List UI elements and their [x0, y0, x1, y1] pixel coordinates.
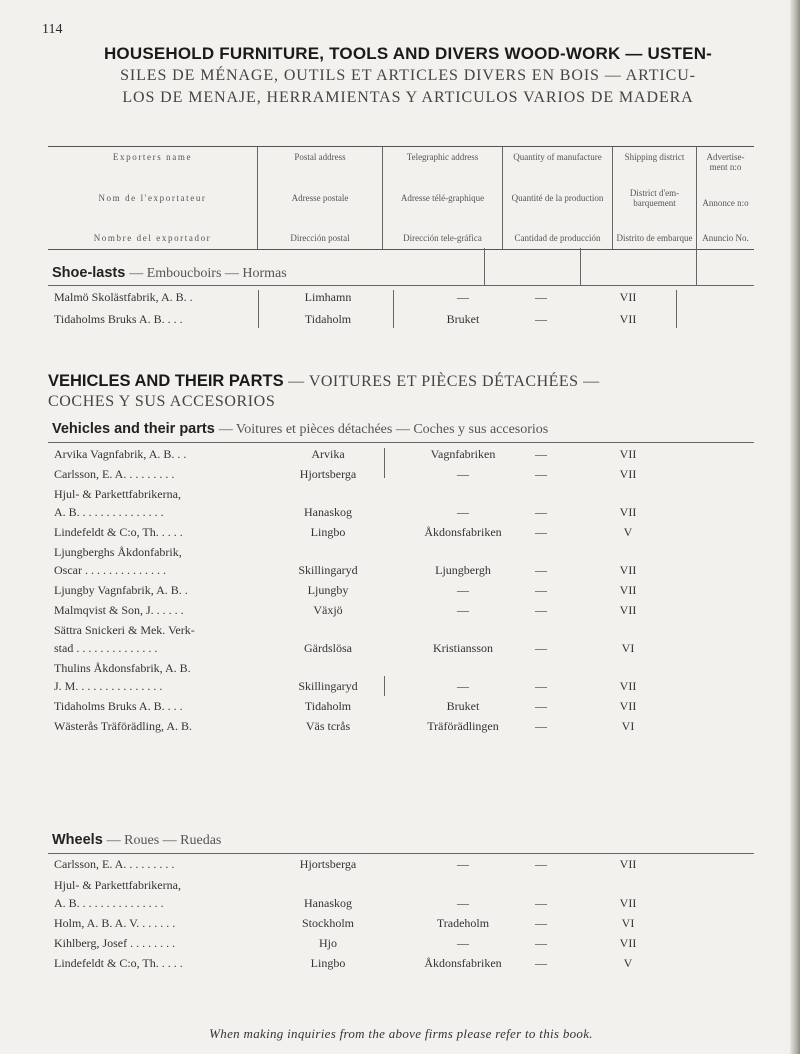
page-title-line-2: SILES DE MÉNAGE, OUTILS ET ARTICLES DIVERS EN BOIS — ARTICU- [120, 67, 696, 84]
table-row: Arvika Vagnfabrik, A. B. . . Arvika Vagnfabriken — VII [54, 447, 637, 461]
table-row: Lindefeldt & C:o, Th. . . . . Lingbo Åkdonsfabriken — V [54, 956, 633, 970]
divider [48, 285, 754, 286]
table-row: Sättra Snickeri & Mek. Verk- stad . . . . . . . . . . . . . . Gärdslösa Kristiansson — VI [54, 623, 635, 655]
header-postal: Postal address Adresse postale Dirección postal [258, 147, 383, 249]
table-row: Carlsson, E. A. . . . . . . . . Hjortsberga — — VII [54, 467, 637, 481]
table-row: Malmö Skolästfabrik, A. B. . Limhamn — — VII [54, 290, 637, 304]
divider [393, 290, 394, 328]
vehicles-title: VEHICLES AND THEIR PARTS — VOITURES ET PIÈCES DÉTACHÉES — [48, 372, 600, 390]
table-row: Hjul- & Parkettfabrikerna, A. B. . . . . . . . . . . . . . . Hanaskog — — VII [54, 487, 637, 519]
table-row: Holm, A. B. A. V. . . . . . . Stockholm Tradeholm — VI [54, 916, 635, 930]
table-row: Tidaholms Bruks A. B. . . . Tidaholm Bruket — VII [54, 312, 637, 326]
header-quantity: Quantity of manufacture Quantité de la production Cantidad de producción [503, 147, 613, 249]
header-advert: Advertise-ment n:o Annonce n:o Anuncio No. [702, 152, 749, 243]
divider [384, 676, 385, 696]
divider [48, 442, 754, 443]
divider [48, 853, 754, 854]
divider [696, 248, 697, 286]
divider [258, 290, 259, 328]
table-row: Hjul- & Parkettfabrikerna, A. B. . . . . . . . . . . . . . . Hanaskog — — VII [54, 878, 637, 910]
page-title-line-3: LOS DE MENAJE, HERRAMIENTAS Y ARTICULOS VARIOS DE MADERA [122, 89, 694, 106]
table-row: Wästerås Träförädling, A. B. Väs tcrås Träförädlingen — VI [54, 719, 635, 733]
table-row: Ljungby Vagnfabrik, A. B. . Ljungby — — VII [54, 583, 637, 597]
divider [676, 290, 677, 328]
table-row: Kihlberg, Josef . . . . . . . . Hjo — — VII [54, 936, 637, 950]
page-title: HOUSEHOLD FURNITURE, TOOLS AND DIVERS WOOD-WORK — USTEN- [103, 44, 713, 63]
page-edge [790, 0, 800, 1054]
column-header [48, 146, 754, 250]
vehicles-title-line-2: COCHES Y SUS ACCESORIOS [48, 393, 276, 410]
section-heading-vehicles: Vehicles and their parts — Voitures et pièces détachées — Coches y sus accesorios [52, 421, 549, 437]
divider [580, 248, 581, 286]
header-shipping: Shipping district District d'em-barquement Distrito de embarque [613, 147, 697, 249]
footer-note: When making inquiries from the above firms please refer to this book. [209, 1026, 593, 1041]
table-row: Thulins Åkdonsfabrik, A. B. J. M. . . . . . . . . . . . . . . Skillingaryd — — VII [54, 661, 637, 693]
divider [484, 248, 485, 286]
divider [384, 448, 385, 478]
section-heading-wheels: Wheels — Roues — Ruedas [52, 832, 222, 848]
table-row: Malmqvist & Son, J. . . . . . Växjö — — VII [54, 603, 637, 617]
table-row: Ljungberghs Åkdonfabrik, Oscar . . . . . . . . . . . . . . Skillingaryd Ljungbergh — VII [54, 545, 637, 577]
header-exporter: Exporters name Nom de l'exportateur Nombre del exportador [48, 147, 258, 249]
table-row: Lindefeldt & C:o, Th. . . . . Lingbo Åkdonsfabriken — V [54, 525, 633, 539]
table-row: Carlsson, E. A. . . . . . . . . Hjortsberga — — VII [54, 857, 637, 871]
page-number: 114 [42, 22, 63, 37]
section-heading-shoe-lasts: Shoe-lasts — Emboucboirs — Hormas [52, 265, 287, 281]
header-telegraphic: Telegraphic address Adresse télé-graphique Dirección tele-gráfica [383, 147, 503, 249]
table-row: Tidaholms Bruks A. B. . . . Tidaholm Bruket — VII [54, 699, 637, 713]
